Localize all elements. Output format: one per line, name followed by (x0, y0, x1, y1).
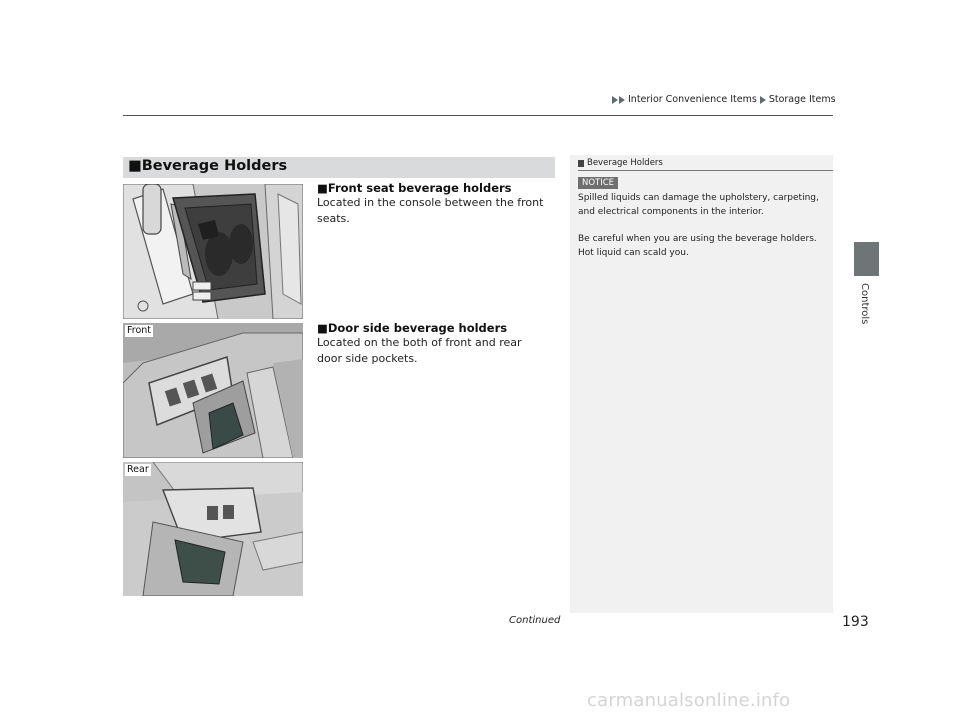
chapter-tab-marker (854, 242, 879, 276)
image-label: Rear (127, 464, 149, 475)
side-note (570, 155, 833, 613)
console-illustration (123, 184, 303, 319)
image-label: Front (127, 325, 152, 336)
item-body: Located on the both of front and rear door side pockets. (317, 336, 522, 365)
item-door-side-holders (317, 321, 547, 366)
header-divider (123, 115, 833, 116)
note-divider (578, 170, 833, 171)
page-number: 193 (842, 614, 869, 630)
item-front-seat-holders (317, 181, 547, 226)
breadcrumb-item[interactable]: Interior Convenience Items (628, 94, 757, 105)
item-body: Located in the console between the front seats. (317, 196, 544, 225)
continued-label: Continued (509, 615, 561, 626)
section-header (123, 157, 555, 178)
front-door-illustration (123, 323, 303, 458)
double-arrow-icon (612, 96, 618, 104)
note-title[interactable]: Beverage Holders (578, 158, 663, 168)
rear-door-pocket-image (123, 462, 303, 596)
note-paragraph: Spilled liquids can damage the upholstery, carpeting, and electrical components in the interior. (578, 193, 819, 217)
console-cup-holder-image (123, 184, 303, 319)
breadcrumb-item[interactable]: Storage Items (768, 94, 836, 105)
front-door-pocket-image (123, 323, 303, 458)
arrow-icon (760, 96, 766, 104)
note-paragraph: Be careful when you are using the beverage holders. Hot liquid can scald you. (578, 234, 817, 258)
chapter-tab-label[interactable]: Controls (859, 283, 870, 325)
double-arrow-icon (619, 96, 625, 104)
breadcrumb (612, 94, 839, 105)
item-title: ■Door side beverage holders (317, 321, 508, 335)
rear-door-illustration (123, 462, 303, 596)
item-title: ■Front seat beverage holders (317, 181, 512, 195)
section-title: ■Beverage Holders (128, 158, 288, 174)
watermark: carmanualsonline.info (587, 690, 791, 711)
notice-badge: NOTICE (578, 177, 618, 189)
reference-icon (578, 160, 584, 167)
